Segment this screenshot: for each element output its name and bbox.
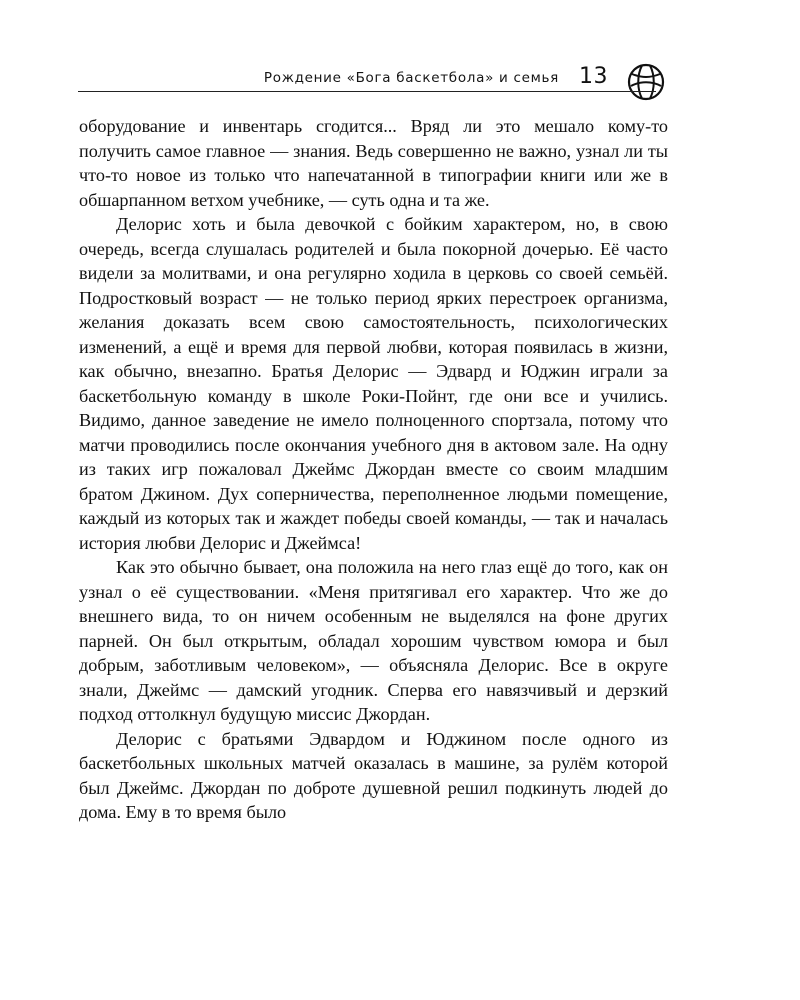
- paragraph-4: Делорис с братьями Эдвардом и Юджином после одного из баскетбольных школьных матчей оказалась в машине, за рулём которой был Джеймс. Джордан по доброте душевной решил подкинуть людей до дома. Ему в то время было: [79, 728, 668, 822]
- page-number: 13: [579, 64, 608, 89]
- paragraph-1: оборудование и инвентарь сгодится... Вряд ли это мешало кому-то получить самое главное — знания. Ведь совершенно не важно, узнал ли ты что-то новое из только что напечатанной в типографии книги или же в обшарпанном ветхом учебнике, — суть одна и та же.: [79, 116, 668, 210]
- running-head-title: Рождение «Бога баскетбола» и семья: [263, 70, 559, 86]
- paragraph-2: Делорис хоть и была девочкой с бойким характером, но, в свою очередь, всегда слушалась родителей и была покорной дочерью. Её часто видели за молитвами, и она регулярно ходила в церковь со своей семьёй. Подростковый возраст — не только период ярких перестроек организма, желания доказать всем свою самостоятельность, психологических изменений, а ещё и время для первой любви, которая появилась в жизни, как обычно, внезапно. Братья Делорис — Эдвард и Юджин играли за баскетбольную команду в школе Роки-Пойнт, где они все и учились. Видимо, данное заведение не имело полноценного спортзала, потому что матчи проводились после окончания учебного дня в актовом зале. На одну из таких игр пожаловал Джеймс Джордан вместе со своим младшим братом Джином. Дух соперничества, переполненное людьми помещение, каждый из которых так и жаждет победы своей команды, — так и началась история любви Делорис и Джеймса!: [79, 214, 668, 553]
- paragraph-3: Как это обычно бывает, она положила на него глаз ещё до того, как он узнал о её существовании. «Меня притягивал его характер. Что же до внешнего вида, то он ничем особенным не выделялся на фоне других парней. Он был открытым, обладал хорошим чувством юмора и был добрым, заботливым человеком», — объясняла Делорис. Все в округе знали, Джеймс — дамский угодник. Сперва его навязчивый и дерзкий подход оттолкнул будущую миссис Джордан.: [79, 557, 668, 724]
- body-text: [79, 114, 668, 825]
- basketball-icon: [626, 62, 666, 102]
- header-divider: [78, 91, 656, 92]
